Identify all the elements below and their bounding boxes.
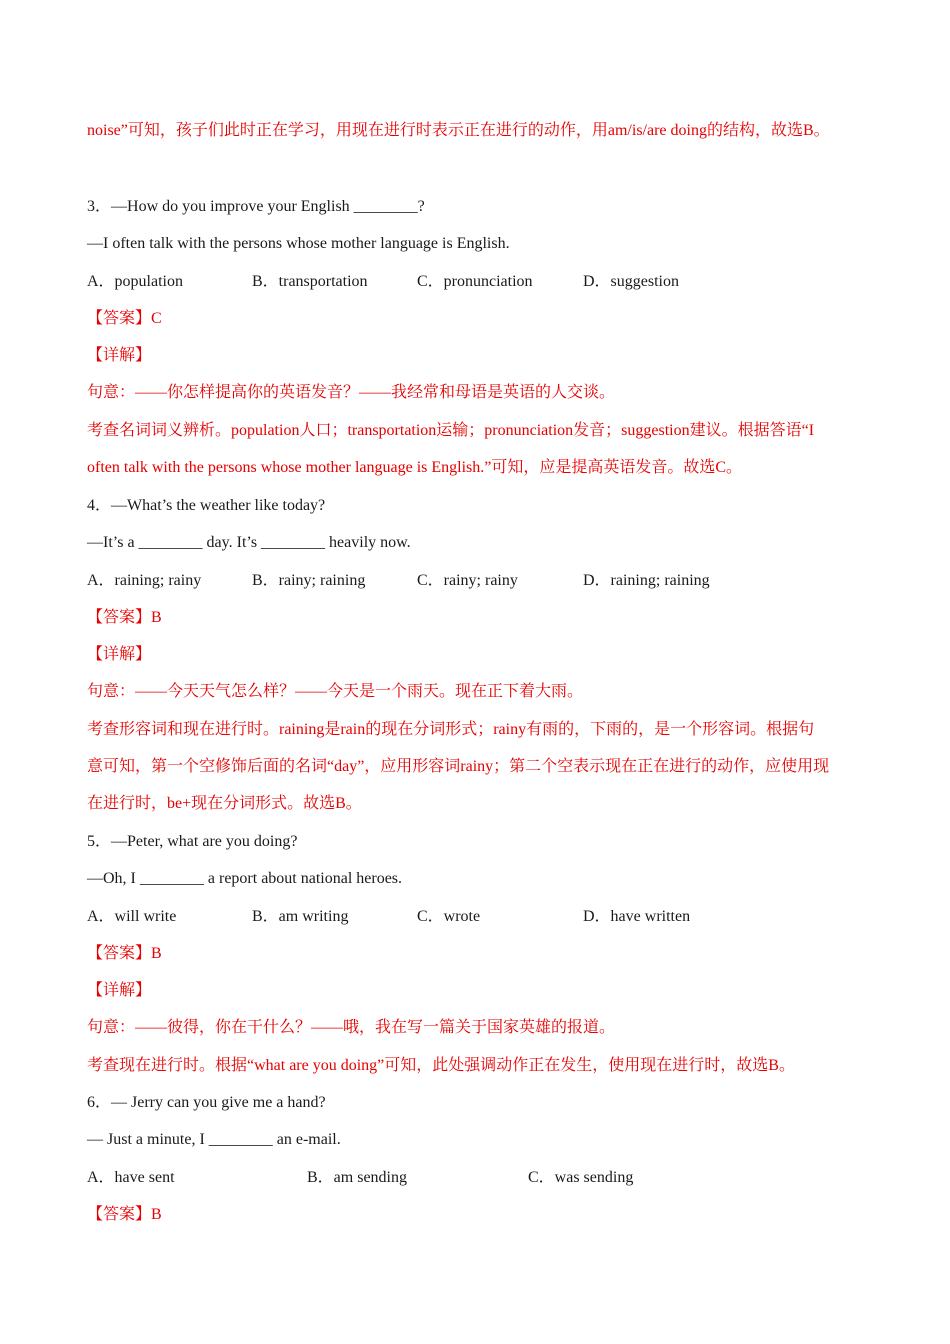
question-3-explanation-line: often talk with the persons whose mother language is English.”可知，应是提高英语发音。故选C。	[87, 459, 743, 476]
question-3-response: —I often talk with the persons whose mother language is English.	[87, 235, 510, 252]
question-4-explanation-line: 考查形容词和现在进行时。raining是rain的现在分词形式；rainy有雨的，下雨的，是一个形容词。根据句	[87, 721, 815, 738]
answer-value: B	[151, 609, 162, 626]
question-3-option-c: C．pronunciation	[417, 273, 533, 290]
question-5-option-b: B．am writing	[252, 908, 349, 925]
question-prompt: —Peter, what are you doing?	[111, 833, 298, 850]
question-6-option-a: A．have sent	[87, 1169, 175, 1186]
question-3-stem	[87, 197, 425, 217]
answer-label: 【答案】	[87, 945, 152, 962]
question-4-option-c: C．rainy; rainy	[417, 572, 518, 589]
question-3-explanation-line: 考查名词词义辨析。population人口；transportation运输；pronunciation发音；suggestion建议。根据答语“I	[87, 422, 815, 439]
answer-value: B	[151, 945, 162, 962]
question-prompt: —What’s the weather like today?	[111, 497, 326, 514]
answer-value: B	[151, 1206, 162, 1223]
question-number: 6．	[87, 1094, 112, 1111]
question-4-explanation-line: 意可知，第一个空修饰后面的名词“day”，应用形容词rainy；第二个空表示现在正在进行的动作，应使用现	[87, 758, 830, 775]
question-4-option-a: A．raining; rainy	[87, 572, 202, 589]
question-4-option-b: B．rainy; raining	[252, 572, 366, 589]
question-4-option-d: D．raining; raining	[583, 572, 710, 589]
question-3-option-b: B．transportation	[252, 273, 368, 290]
answer-label: 【答案】	[87, 1206, 152, 1223]
question-number: 4．	[87, 497, 112, 514]
question-3-explanation-line: 句意：——你怎样提高你的英语发音？——我经常和母语是英语的人交谈。	[87, 384, 616, 401]
question-6-answer	[87, 1205, 162, 1225]
question-4-explanation-line: 在进行时，be+现在分词形式。故选B。	[87, 795, 362, 812]
question-5-answer	[87, 944, 162, 964]
question-4-answer	[87, 608, 162, 628]
answer-value: C	[151, 310, 162, 327]
question-5-explanation-line: 考查现在进行时。根据“what are you doing”可知，此处强调动作正在发生，使用现在进行时，故选B。	[87, 1057, 795, 1074]
intro-explanation: noise”可知，孩子们此时正在学习，用现在进行时表示正在进行的动作，用am/is/are doing的结构，故选B。	[87, 122, 830, 139]
question-5-explanation-line: 句意：——彼得，你在干什么？——哦，我在写一篇关于国家英雄的报道。	[87, 1019, 616, 1036]
question-number: 5．	[87, 833, 112, 850]
question-5-option-a: A．will write	[87, 908, 177, 925]
question-5-option-d: D．have written	[583, 908, 691, 925]
question-3-option-d: D．suggestion	[583, 273, 680, 290]
question-3-detail-label: 【详解】	[87, 347, 152, 364]
question-number: 3．	[87, 198, 112, 215]
question-5-response: —Oh, I ________ a report about national heroes.	[87, 870, 403, 887]
question-5-detail-label: 【详解】	[87, 982, 152, 999]
question-5-stem	[87, 832, 297, 852]
question-6-response: — Just a minute, I ________ an e-mail.	[87, 1131, 341, 1148]
question-5-option-c: C．wrote	[417, 908, 481, 925]
question-3-option-a: A．population	[87, 273, 183, 290]
question-6-stem	[87, 1093, 326, 1113]
question-6-option-b: B．am sending	[307, 1169, 407, 1186]
answer-label: 【答案】	[87, 609, 152, 626]
question-prompt: —How do you improve your English ________?	[111, 198, 425, 215]
question-4-detail-label: 【详解】	[87, 646, 152, 663]
question-4-explanation-line: 句意：——今天天气怎么样？——今天是一个雨天。现在正下着大雨。	[87, 683, 584, 700]
question-4-stem	[87, 496, 325, 516]
question-6-option-c: C．was sending	[528, 1169, 634, 1186]
answer-label: 【答案】	[87, 310, 152, 327]
question-prompt: — Jerry can you give me a hand?	[111, 1094, 326, 1111]
question-4-response: —It’s a ________ day. It’s ________ heavily now.	[87, 534, 411, 551]
question-3-answer	[87, 309, 162, 329]
